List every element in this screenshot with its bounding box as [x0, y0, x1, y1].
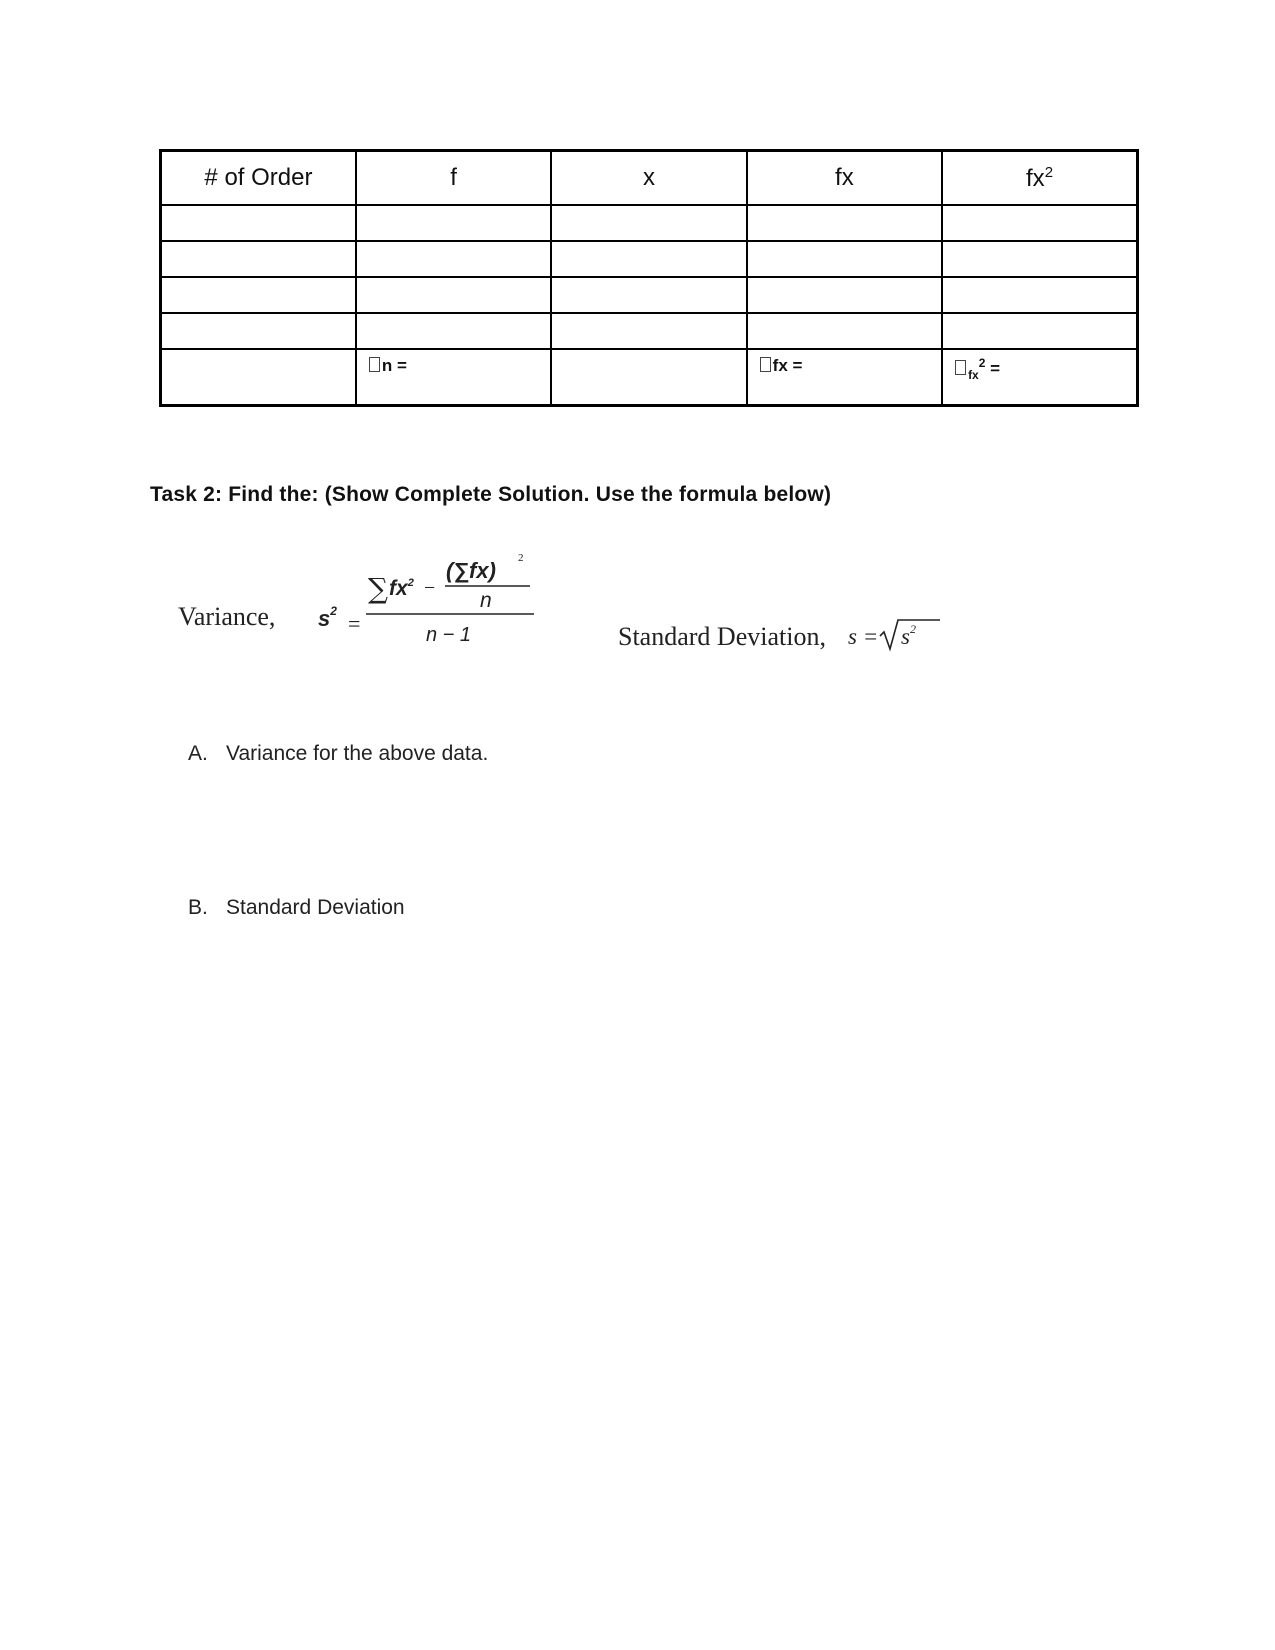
table-cell[interactable]	[161, 313, 356, 349]
table-cell[interactable]	[747, 277, 942, 313]
missing-glyph-icon	[955, 360, 966, 375]
table-cell[interactable]	[551, 349, 746, 406]
header-order	[161, 151, 356, 206]
header-fx	[747, 151, 942, 206]
header-fx2	[942, 151, 1137, 206]
table-cell[interactable]	[942, 241, 1137, 277]
task-title: Task 2: Find the: (Show Complete Solution. Use the formula below)	[150, 483, 832, 506]
total-n-label: n =	[369, 356, 407, 376]
numerator-sum-fx-exp: 2	[518, 552, 524, 564]
table-cell[interactable]	[942, 205, 1137, 241]
question-b	[188, 896, 405, 920]
header-order-label: # of Order	[204, 164, 313, 191]
table-cell[interactable]	[161, 349, 356, 406]
header-fx-label: fx	[835, 164, 854, 191]
table-row	[161, 241, 1138, 277]
question-a	[188, 742, 488, 766]
main-denominator: n − 1	[426, 624, 472, 646]
sd-radicand: $s^2$	[901, 622, 916, 649]
frequency-table	[159, 149, 1139, 407]
missing-glyph-icon	[760, 357, 771, 372]
header-fx2-superscript: 2	[1044, 163, 1054, 181]
table-row	[161, 313, 1138, 349]
table-cell[interactable]	[356, 313, 551, 349]
header-fx2-label: fx	[1026, 164, 1045, 192]
table-cell[interactable]	[356, 205, 551, 241]
variance-label: Variance,	[178, 602, 276, 631]
variance-equals: =	[348, 611, 361, 636]
question-b-letter: B.	[188, 896, 208, 919]
table-cell[interactable]	[942, 277, 1137, 313]
sd-label: Standard Deviation,	[618, 622, 826, 651]
variance-lhs: $s^2$	[318, 604, 337, 631]
table-cell[interactable]	[942, 313, 1137, 349]
table-cell[interactable]	[551, 241, 746, 277]
inner-denominator-n: n	[480, 589, 492, 612]
variance-formula	[178, 548, 578, 678]
total-n-cell[interactable]	[356, 349, 551, 406]
header-x-label: x	[642, 164, 655, 191]
table-cell[interactable]	[161, 241, 356, 277]
table-cell[interactable]	[551, 277, 746, 313]
total-fx-label: fx =	[760, 356, 803, 376]
table-cell[interactable]	[551, 313, 746, 349]
totals-row	[161, 349, 1138, 406]
sigma-fx2: ∑	[368, 572, 388, 605]
table-cell[interactable]	[551, 205, 746, 241]
numerator-sum-fx: (∑fx)	[446, 558, 496, 583]
question-b-text: Standard Deviation	[226, 896, 405, 919]
table-header-row	[161, 151, 1138, 206]
question-a-text: Variance for the above data.	[226, 742, 489, 765]
table-cell[interactable]	[356, 241, 551, 277]
header-f	[356, 151, 551, 206]
table-cell[interactable]	[161, 277, 356, 313]
sd-expression: s =	[848, 624, 879, 649]
numerator-minus: −	[424, 577, 436, 599]
table-cell[interactable]	[747, 205, 942, 241]
total-fx-cell[interactable]	[747, 349, 942, 406]
table-cell[interactable]	[747, 313, 942, 349]
table-cell[interactable]	[356, 277, 551, 313]
total-fx2-label: $_{fx}^2$ =	[955, 356, 1000, 382]
table-cell[interactable]	[161, 205, 356, 241]
numerator-fx2: $fx^2$	[389, 577, 414, 600]
missing-glyph-icon	[369, 357, 380, 372]
total-fx2-cell[interactable]	[942, 349, 1137, 406]
header-x	[551, 151, 746, 206]
header-f-label: f	[450, 164, 457, 191]
table-row	[161, 205, 1138, 241]
question-a-letter: A.	[188, 742, 208, 765]
table-cell[interactable]	[747, 241, 942, 277]
standard-deviation-formula	[618, 610, 958, 670]
table-row	[161, 277, 1138, 313]
